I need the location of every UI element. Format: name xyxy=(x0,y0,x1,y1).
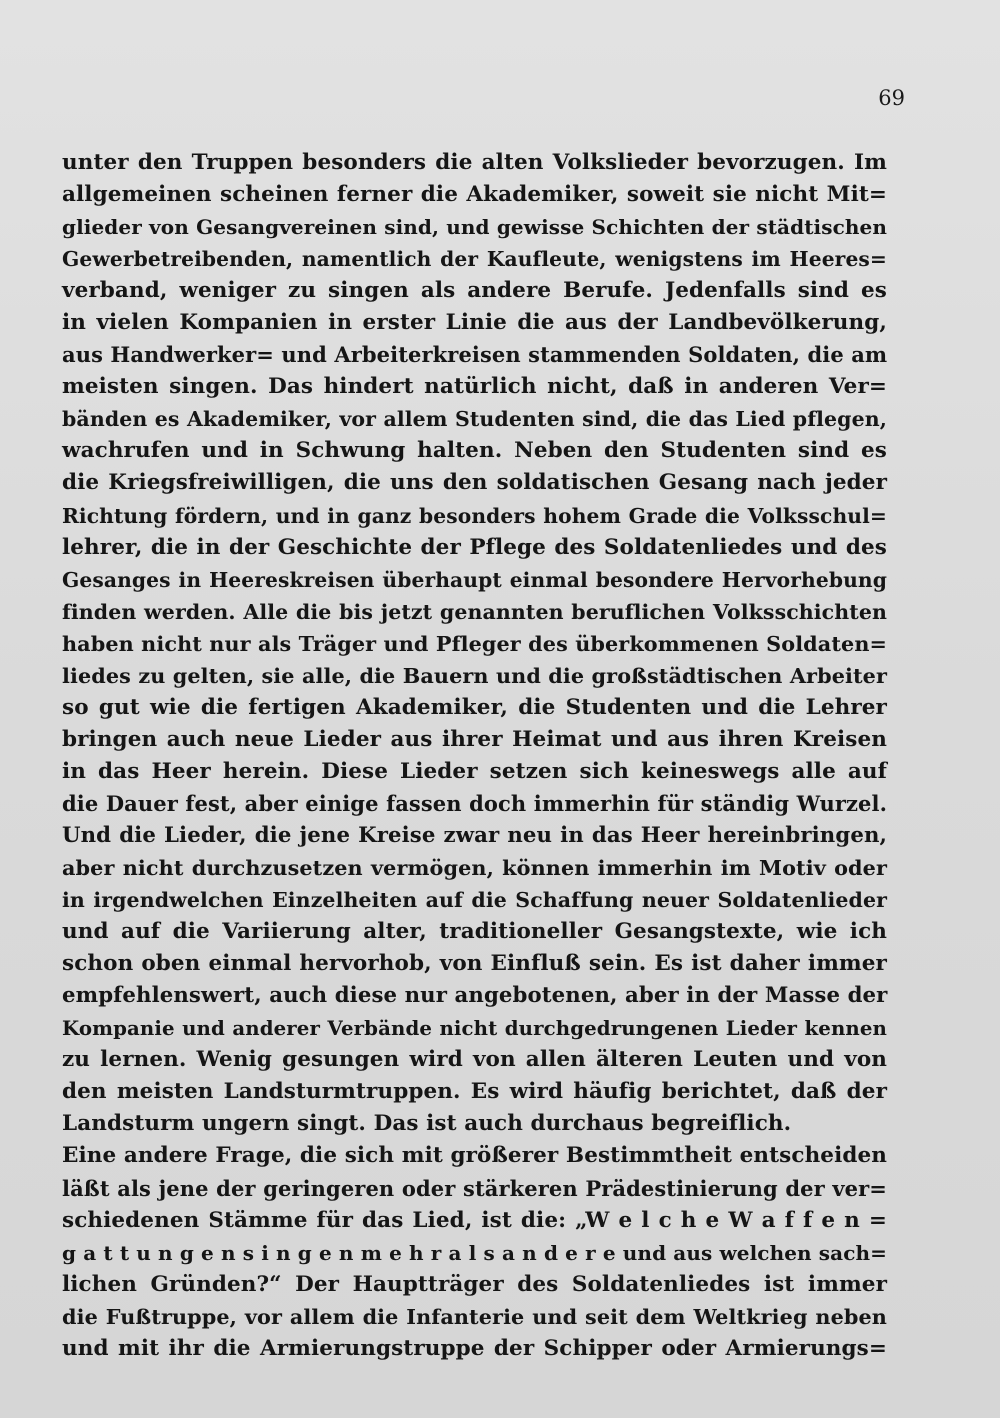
text-line: empfehlenswert, auch diese nur angebotenen, aber in der Masse der xyxy=(62,983,888,1009)
text-line: Und die Lieder, die jene Kreise zwar neu in das Heer hereinbringen, xyxy=(62,822,887,848)
text-line: schon oben einmal hervorhob, von Einfluß sein. Es ist daher immer xyxy=(62,951,887,977)
text-line: Landsturm ungern singt. Das ist auch durchaus begreiflich. xyxy=(62,1111,792,1137)
text-line: in vielen Kompanien in erster Linie die aus der Landbevölkerung, xyxy=(62,310,887,336)
text-line: bringen auch neue Lieder aus ihrer Heimat und aus ihren Kreisen xyxy=(62,726,887,752)
text-line: lichen Gründen?“ Der Hauptträger des Soldatenliedes ist immer xyxy=(62,1271,887,1297)
text-line: Richtung fördern, und in ganz besonders hohem Grade die Volksschul= xyxy=(62,503,887,528)
text-line: finden werden. Alle die bis jetzt genannten beruflichen Volksschichten xyxy=(62,599,887,624)
text-line: den meisten Landsturmtruppen. Es wird häufig berichtet, daß der xyxy=(62,1079,887,1105)
text-line: glieder von Gesangvereinen sind, und gewisse Schichten der städtischen xyxy=(62,215,887,240)
text-line: die Dauer fest, aber einige fassen doch immerhin für ständig Wurzel. xyxy=(62,790,887,816)
text-line: wachrufen und in Schwung halten. Neben den Studenten sind es xyxy=(62,438,887,464)
text-line: Gewerbetreibenden, namentlich der Kaufleute, wenigstens im Heeres= xyxy=(62,247,887,272)
text-line: Gesanges in Heereskreisen überhaupt einmal besondere Hervorhebung xyxy=(62,567,887,592)
text-line: haben nicht nur als Träger und Pfleger des überkommenen Soldaten= xyxy=(62,631,887,656)
body-text xyxy=(62,147,887,1365)
text-line: unter den Truppen besonders die alten Volkslieder bevorzugen. Im xyxy=(62,150,887,175)
text-line: schiedenen Stämme für das Lied, ist die: „W e l c h e W a f f e n = xyxy=(62,1207,887,1233)
text-line: in irgendwelchen Einzelheiten auf die Schaffung neuer Soldatenlieder xyxy=(62,888,887,913)
text-line: die Kriegsfreiwilligen, die uns den soldatischen Gesang nach jeder xyxy=(62,470,887,496)
page-number: 69 xyxy=(878,86,905,110)
text-line: bänden es Akademiker, vor allem Studenten sind, die das Lied pflegen, xyxy=(62,407,887,432)
text-line: liedes zu gelten, sie alle, die Bauern und die großstädtischen Arbeiter xyxy=(62,663,887,688)
text-line: lehrer, die in der Geschichte der Pflege des Soldatenliedes und des xyxy=(62,534,887,560)
text-line: aber nicht durchzusetzen vermögen, können immerhin im Motiv oder xyxy=(62,856,887,881)
text-line: verband, weniger zu singen als andere Berufe. Jedenfalls sind es xyxy=(62,278,887,304)
text-line: aus Handwerker= und Arbeiterkreisen stammenden Soldaten, die am xyxy=(62,342,888,368)
text-line: die Fußtruppe, vor allem die Infanterie und seit dem Weltkrieg neben xyxy=(62,1304,887,1329)
text-line: g a t t u n g e n s i n g e n m e h r a l s a n d e r e und aus welchen sach= xyxy=(62,1240,887,1265)
text-line: läßt als jene der geringeren oder stärkeren Prädestinierung der ver= xyxy=(62,1175,887,1201)
text-line: zu lernen. Wenig gesungen wird von allen älteren Leuten und von xyxy=(62,1047,887,1073)
text-line: so gut wie die fertigen Akademiker, die Studenten und die Lehrer xyxy=(62,694,887,720)
text-line: und mit ihr die Armierungstruppe der Schipper oder Armierungs= xyxy=(62,1335,887,1361)
text-line: Kompanie und anderer Verbände nicht durchgedrungenen Lieder kennen xyxy=(62,1016,887,1041)
text-line: und auf die Variierung alter, traditioneller Gesangstexte, wie ich xyxy=(62,919,887,945)
text-line: in das Heer herein. Diese Lieder setzen sich keineswegs alle auf xyxy=(62,758,887,784)
text-line: meisten singen. Das hindert natürlich nicht, daß in anderen Ver= xyxy=(62,374,887,400)
text-line: Eine andere Frage, die sich mit größerer Bestimmtheit entscheiden xyxy=(62,1143,887,1169)
text-line: allgemeinen scheinen ferner die Akademiker, soweit sie nicht Mit= xyxy=(62,182,887,208)
